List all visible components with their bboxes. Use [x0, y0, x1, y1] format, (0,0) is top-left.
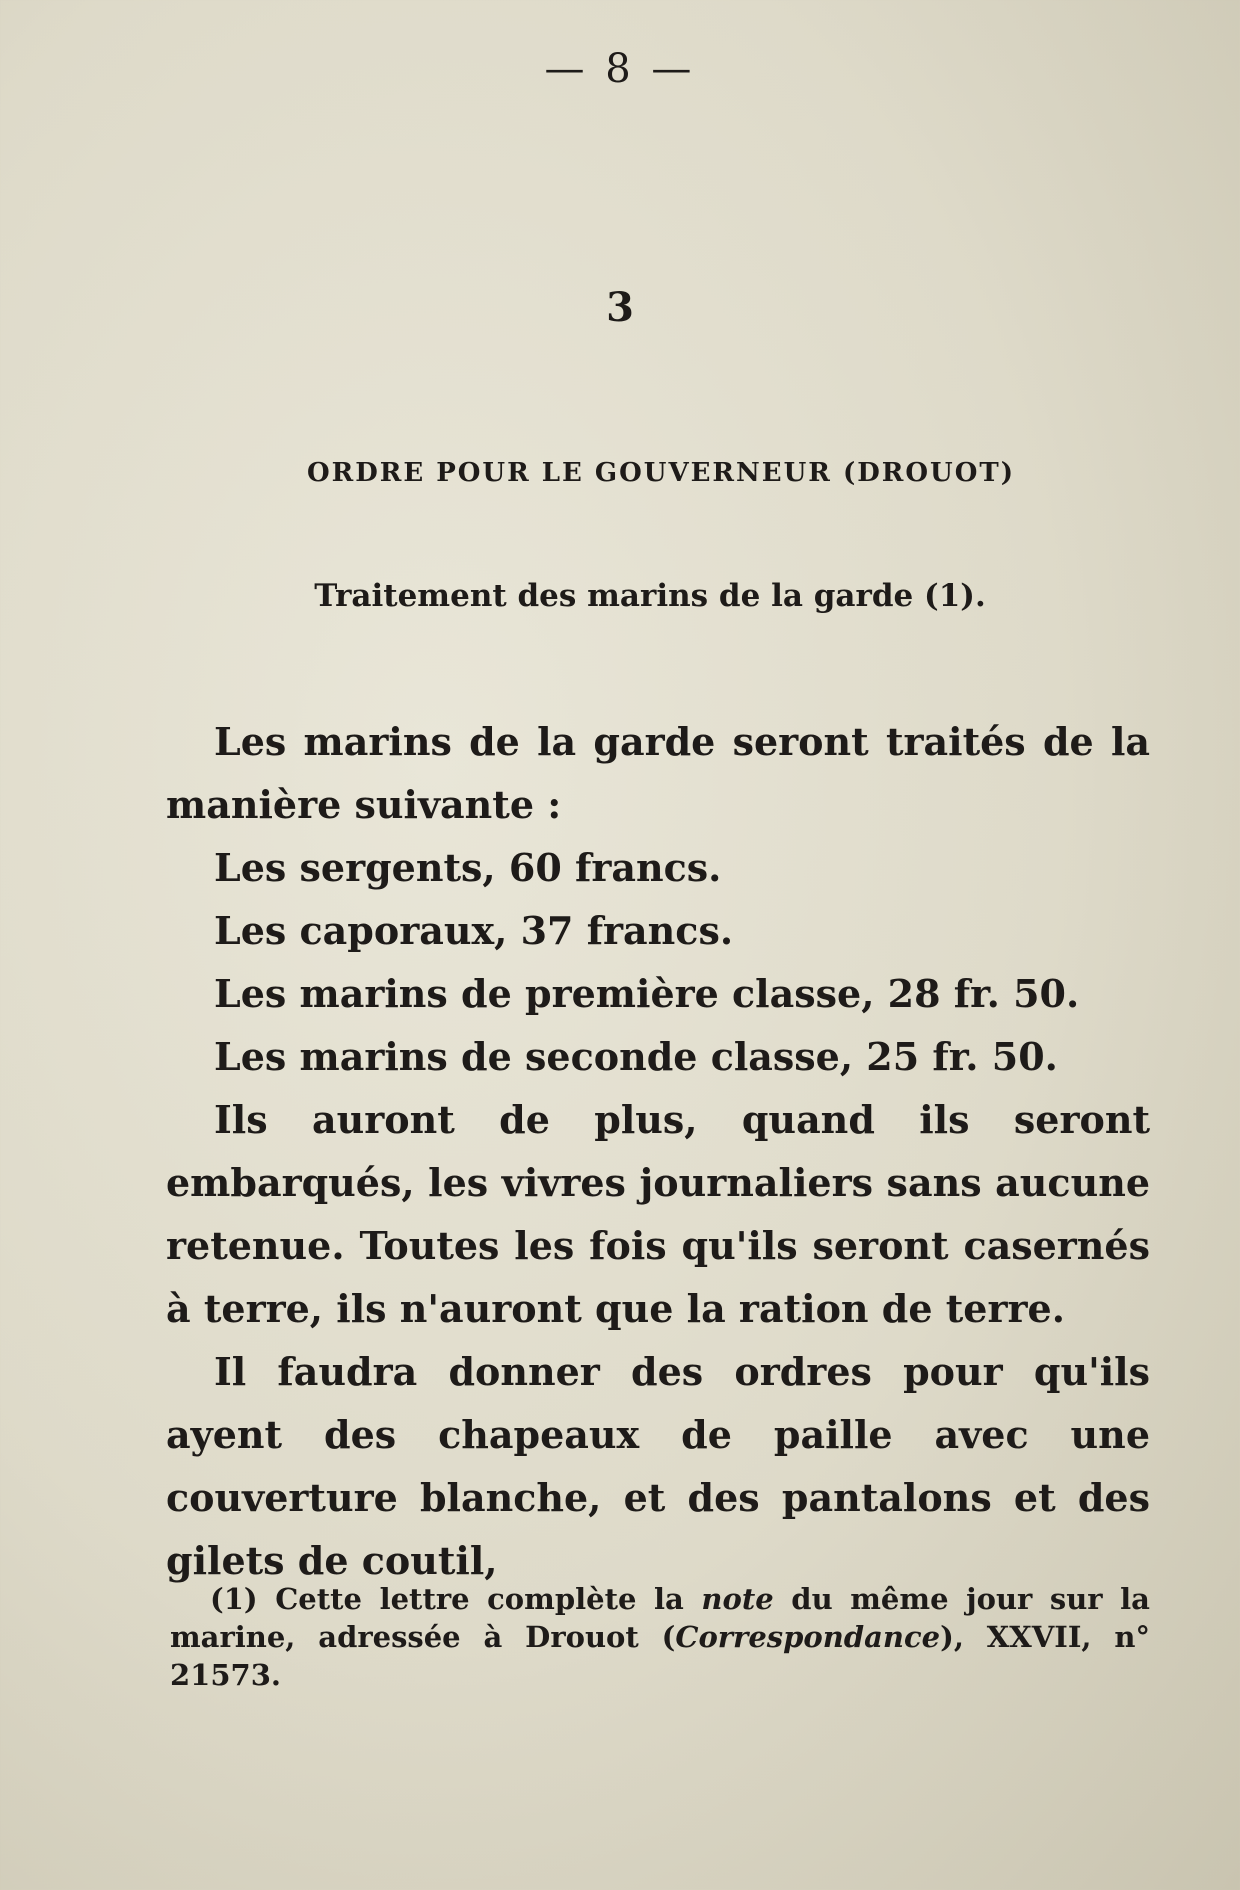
- footnote-correspondance-word: Correspondance: [675, 1620, 941, 1654]
- list-item: Les sergents, 60 francs.: [214, 845, 722, 890]
- footnote-paragraph: (1) Cette lettre complète la note du même jour sur la marine, adressée à Drouot (Correspondance), XXVII, n° 21573.: [170, 1582, 1150, 1692]
- footnote-note-word: note: [701, 1582, 774, 1616]
- paragraph: Il faudra donner des ordres pour qu'ils ayent des chapeaux de paille avec une couverture blanche, et des pantalons et des gilets de coutil,: [166, 1349, 1150, 1583]
- body-text: [166, 710, 1150, 1592]
- document-heading: ORDRE POUR LE GOUVERNEUR (DROUOT): [306, 458, 1016, 488]
- list-item: Les marins de première classe, 28 fr. 50.: [214, 971, 1080, 1016]
- document-number: 3: [606, 284, 634, 331]
- paragraph: Ils auront de plus, quand ils seront embarqués, les vivres journaliers sans aucune retenue. Toutes les fois qu'ils seront casernés à terre, ils n'auront que la ration de terre.: [166, 1097, 1150, 1331]
- paragraph: Les marins de la garde seront traités de la manière suivante :: [166, 719, 1150, 827]
- list-item: Les caporaux, 37 francs.: [214, 908, 734, 953]
- footnote-text: du même jour sur la marine, adressée à Drouot (: [170, 1582, 1150, 1654]
- list-item: Les marins de seconde classe, 25 fr. 50.: [214, 1034, 1058, 1079]
- document-subheading: Traitement des marins de la garde (1).: [314, 578, 986, 614]
- page-number: — 8 —: [544, 46, 696, 92]
- footnote-marker: (1): [210, 1582, 258, 1616]
- footnote-text: , XXVII, n° 21573.: [170, 1620, 1150, 1692]
- footnote-text: Cette lettre complète la: [275, 1582, 684, 1616]
- footnote: [170, 1580, 1150, 1694]
